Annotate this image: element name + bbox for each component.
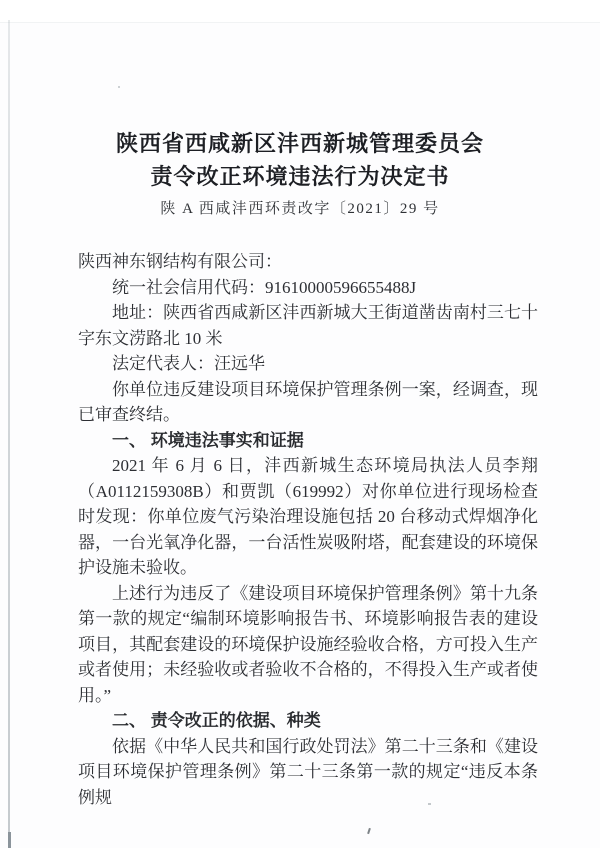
document-body [78,249,538,810]
section-2-heading: 二、 责令改正的依据、种类 [112,711,321,730]
legal-representative-line: 法定代表人：汪远华 [112,354,265,373]
scan-speck-artifact [118,86,120,88]
legal-basis-paragraph: 依据《中华人民共和国行政处罚法》第二十三条和《建设项目环境保护管理条例》第二十三条第一款的规定“违反本条例规 [78,736,538,807]
address-line: 地址：陕西省西咸新区沣西新城大王街道凿齿南村三七十字东文涝路北 10 米 [78,303,538,348]
violated-clause-paragraph: 上述行为违反了《建设项目环境保护管理条例》第十九条第一款的规定“编制环境影响报告书、环境影响报告表的建设项目，其配套建设的环境保护设施经验收合格，方可投入生产或者使用；未经验收或者验收不合格的，不得投入生产或者使用。” [78,583,538,705]
scan-top-edge-artifact [0,0,600,23]
scan-left-edge-dark-artifact [8,832,11,848]
document-title-line2: 责令改正环境违法行为决定书 [150,164,450,189]
document-title-line1: 陕西省西咸新区沣西新城管理委员会 [115,131,484,156]
scan-speck-artifact [367,828,371,834]
document-number: 陕 A 西咸沣西环责改字〔2021〕29 号 [160,201,440,217]
scan-speck-artifact [428,803,431,805]
facts-evidence-paragraph: 2021 年 6 月 6 日，沣西新城生态环境局执法人员李翔（A0112159308B）和贾凯（619992）对你单位进行现场检查时发现：你单位废气污染治理设施包括 20 台移动式焊烟净化器，一台光氧净化器，一台活性炭吸附塔，配套建设的环境保护设施未验收。 [78,456,538,577]
credit-code-line: 统一社会信用代码：91610000596655488J [112,277,417,297]
section-1-heading: 一、 环境违法事实和证据 [112,430,304,450]
scan-left-edge-artifact [8,20,10,848]
case-summary-paragraph: 你单位违反建设项目环境保护管理条例一案，经调查，现已审查终结。 [78,379,538,424]
recipient-line: 陕西神东钢结构有限公司： [78,252,282,271]
document-header [0,0,600,221]
